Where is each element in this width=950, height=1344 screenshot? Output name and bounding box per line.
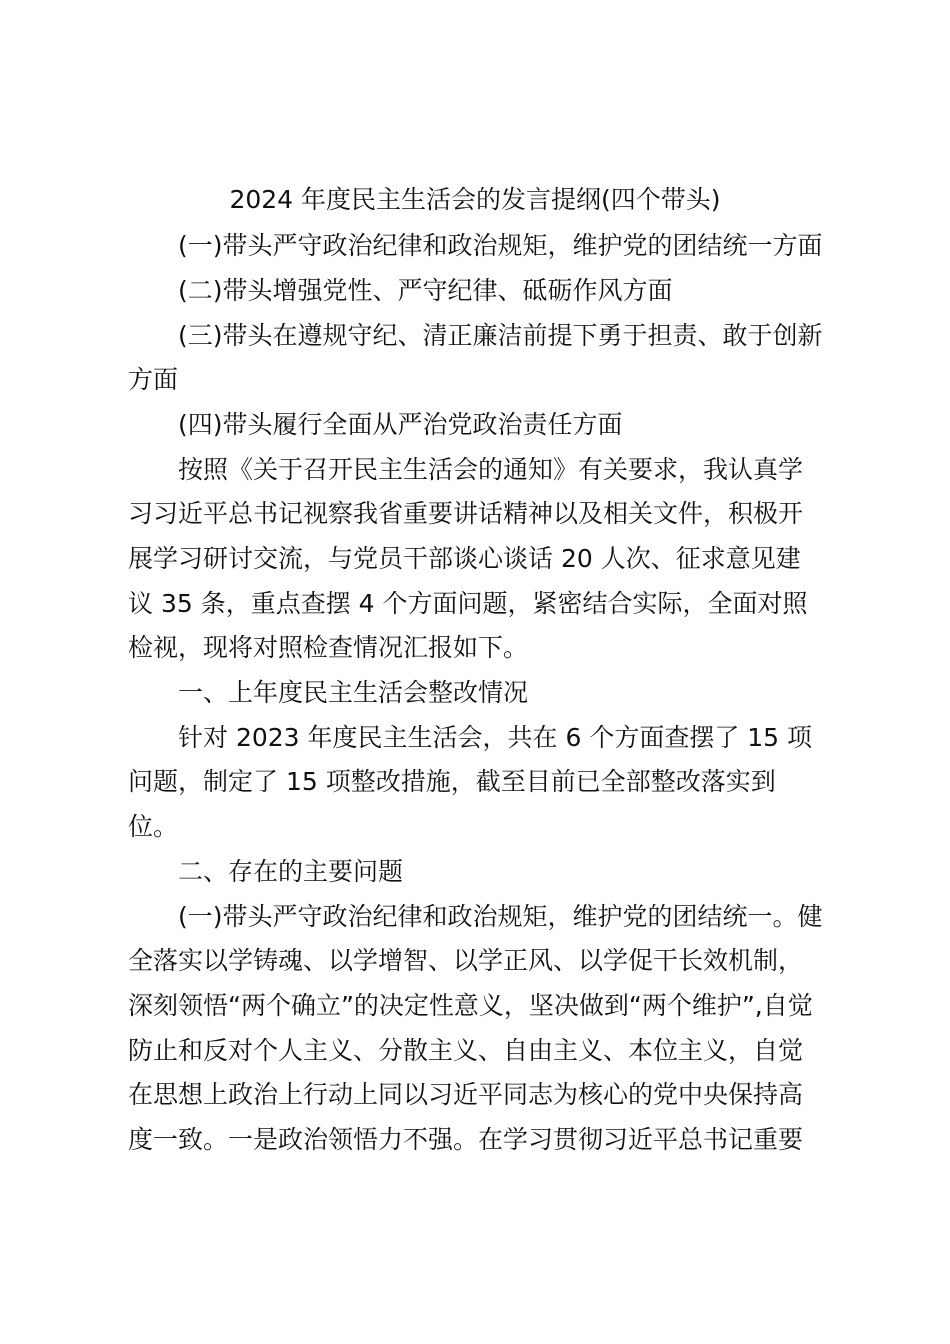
outline-item: (三)带头在遵规守纪、清正廉洁前提下勇于担责、敢于创新 [178,321,823,350]
section-paragraph-line: 深刻领悟“两个确立”的决定性意义，坚决做到“两个维护”,自觉 [128,991,813,1020]
section-paragraph-line: 在思想上政治上行动上同以习近平同志为核心的党中央保持高 [128,1080,804,1109]
intro-paragraph-line: 按照《关于召开民主生活会的通知》有关要求，我认真学 [178,455,804,484]
section-paragraph-line: (一)带头严守政治纪律和政治规矩，维护党的团结统一。健 [178,902,823,931]
section-paragraph-line: 度一致。一是政治领悟力不强。在学习贯彻习近平总书记重要 [128,1125,804,1154]
outline-item: (四)带头履行全面从严治党政治责任方面 [178,410,623,439]
section-heading: 二、存在的主要问题 [178,857,404,886]
section-paragraph-line: 针对 2023 年度民主生活会，共在 6 个方面查摆了 15 项 [178,723,813,752]
section-heading: 一、上年度民主生活会整改情况 [178,678,529,707]
section-paragraph-line: 防止和反对个人主义、分散主义、自由主义、本位主义，自觉 [128,1036,804,1065]
outline-item-continuation: 方面 [128,365,179,394]
intro-paragraph-line: 议 35 条，重点查摆 4 个方面问题，紧密结合实际，全面对照 [128,589,808,618]
document-title: 2024 年度民主生活会的发言提纲(四个带头) [229,185,721,214]
intro-paragraph-line: 展学习研讨交流，与党员干部谈心谈话 20 人次、征求意见建 [128,544,801,573]
intro-paragraph-line: 检视，现将对照检查情况汇报如下。 [128,633,529,662]
intro-paragraph-line: 习习近平总书记视察我省重要讲话精神以及相关文件，积极开 [128,499,804,528]
outline-item: (一)带头严守政治纪律和政治规矩，维护党的团结统一方面 [178,231,823,260]
section-paragraph-line: 位。 [128,812,179,841]
outline-item: (二)带头增强党性、严守纪律、砥砺作风方面 [178,276,673,305]
section-paragraph-line: 全落实以学铸魂、以学增智、以学正风、以学促干长效机制， [128,946,804,975]
section-paragraph-line: 问题，制定了 15 项整改措施，截至目前已全部整改落实到 [128,767,776,796]
